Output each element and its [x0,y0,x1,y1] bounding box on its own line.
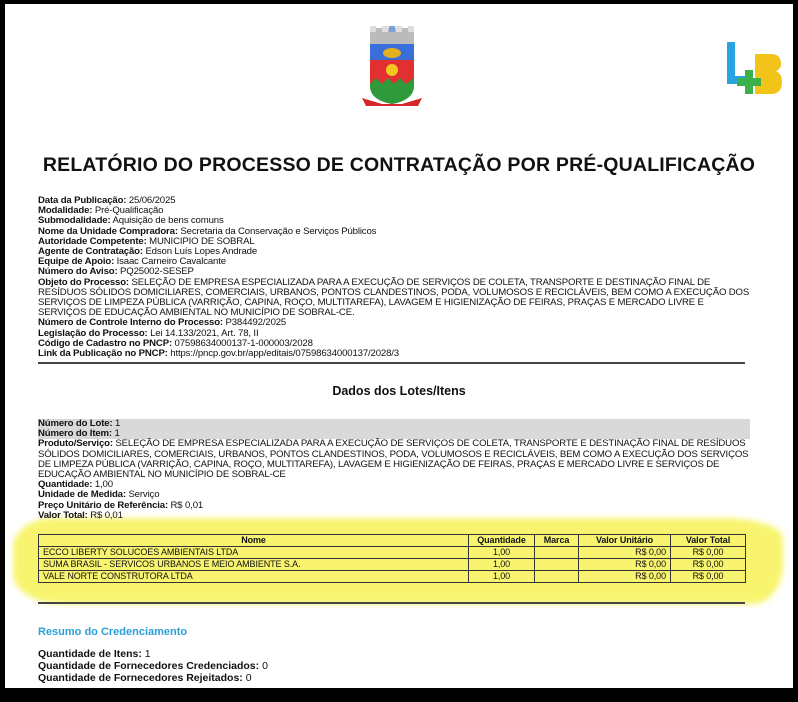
table-row [39,559,746,571]
divider [38,602,745,604]
info-row: Objeto do Processo: SELEÇÃO DE EMPRESA ESPECIALIZADA PARA A EXECUÇÃO DE SERVIÇOS DE COLETA, TRANSPORTE E DESTINAÇÃO FINAL DE RESÍDUOS SÓLIDOS DOMICILIARES, COMERCIAIS, URBANOS, PONTOS CLANDESTINOS, PODA, VOLUMOSOS E RECICLÁVEIS, BEM COMO A EXECUÇÃO DOS SERVIÇOS DE LIMPEZA PÚBLICA (VARRIÇÃO, CAPINA, ROÇO, MULTITAREFA), LAVAGEM E HIGIENIZAÇÃO DE FEIRAS, PRAÇAS E MERCADO LIVRE E SERVIÇOS DE EDUCAÇÃO AMBIENTAL NO MUNICÍPIO DE SOBRAL-CE. [38,276,750,319]
info-row: Valor Total: R$ 0,01 [38,509,123,521]
info-row: Código de Cadastro no PNCP: 07598634000137-1-000003/2028 [38,337,313,349]
cell-valor-unitario: R$ 0,00 [579,559,671,571]
cell-valor-total: R$ 0,00 [671,571,746,583]
cell-quantidade: 1,00 [469,547,535,559]
suppliers-table [38,534,746,583]
cell-valor-total: R$ 0,00 [671,559,746,571]
cell-quantidade: 1,00 [469,559,535,571]
col-marca: Marca [535,535,579,547]
lb-logo [727,42,783,98]
cell-nome: ECCO LIBERTY SOLUCOES AMBIENTAIS LTDA [39,547,469,559]
info-row: Link da Publicação no PNCP: https://pncp.gov.br/app/editais/07598634000137/2028/3 [38,348,399,360]
divider [38,362,745,364]
table-row [39,571,746,583]
resumo-details [38,648,268,684]
info-row: Quantidade de Fornecedores Credenciados: 0 [38,660,268,672]
lotes-heading: Dados dos Lotes/Itens [332,384,466,398]
col-nome: Nome [39,535,469,547]
info-row: Autoridade Competente: MUNICIPIO DE SOBRAL [38,235,255,247]
page-title: RELATÓRIO DO PROCESSO DE CONTRATAÇÃO POR PRÉ-QUALIFICAÇÃO [42,154,756,176]
lot-details [38,419,750,521]
process-info [38,196,750,359]
cell-valor-total: R$ 0,00 [671,547,746,559]
info-row: Unidade de Medida: Serviço [38,489,160,501]
report-page [5,4,793,688]
info-row: Modalidade: Pré-Qualificação [38,205,164,217]
info-row: Submodalidade: Aquisição de bens comuns [38,215,224,227]
info-row: Número do Lote: 1 [38,419,750,429]
info-row: Quantidade de Fornecedores Rejeitados: 0 [38,672,252,684]
col-valor-unitario: Valor Unitário [579,535,671,547]
sobral-coat-of-arms-logo [362,26,422,110]
cell-valor-unitario: R$ 0,00 [579,547,671,559]
pncp-link[interactable]: https://pncp.gov.br/app/editais/07598634000137/2028/3 [170,348,399,360]
info-row: Número do Item: 1 [38,429,750,439]
info-row: Legislação do Processo: Lei 14.133/2021, Art. 78, II [38,327,259,339]
cell-valor-unitario: R$ 0,00 [579,571,671,583]
info-row: Quantidade de Itens: 1 [38,648,151,660]
table-row [39,547,746,559]
info-row: Preço Unitário de Referência: R$ 0,01 [38,499,204,511]
col-quantidade: Quantidade [469,535,535,547]
cell-nome: VALE NORTE CONSTRUTORA LTDA [39,571,469,583]
info-row: Equipe de Apoio: Isaac Carneiro Cavalcante [38,256,226,268]
info-row: Número do Aviso: PQ25002-SESEP [38,266,194,278]
info-row: Nome da Unidade Compradora: Secretaria da Conservação e Serviços Públicos [38,225,377,237]
cell-marca [535,547,579,559]
cell-nome: SUMA BRASIL - SERVICOS URBANOS E MEIO AMBIENTE S.A. [39,559,469,571]
col-valor-total: Valor Total [671,535,746,547]
resumo-heading: Resumo do Credenciamento [38,626,188,638]
cell-marca [535,571,579,583]
table-header-row [39,535,746,547]
info-row: Data da Publicação: 25/06/2025 [38,195,176,206]
cell-marca [535,559,579,571]
cell-quantidade: 1,00 [469,571,535,583]
info-row: Produto/Serviço: SELEÇÃO DE EMPRESA ESPECIALIZADA PARA A EXECUÇÃO DE SERVIÇOS DE COLETA, TRANSPORTE E DESTINAÇÃO FINAL DE RESÍDUOS SÓLIDOS DOMICILIARES, COMERCIAIS, URBANOS, PONTOS CLANDESTINOS, PODA, VOLUMOSOS E RECICLÁVEIS, BEM COMO A EXECUÇÃO DOS SERVIÇOS DE LIMPEZA PÚBLICA (VARRIÇÃO, CAPINA, ROÇO, MULTITAREFA), LAVAGEM E HIGIENIZAÇÃO DE FEIRAS, PRAÇAS E MERCADO LIVRE E SERVIÇOS DE EDUCAÇÃO AMBIENTAL NO MUNICÍPIO DE SOBRAL-CE [38,438,749,481]
info-row: Agente de Contratação: Edson Luís Lopes Andrade [38,246,258,258]
info-row: Quantidade: 1,00 [38,479,113,491]
info-row: Número de Controle Interno do Processo: P384492/2025 [38,317,287,329]
